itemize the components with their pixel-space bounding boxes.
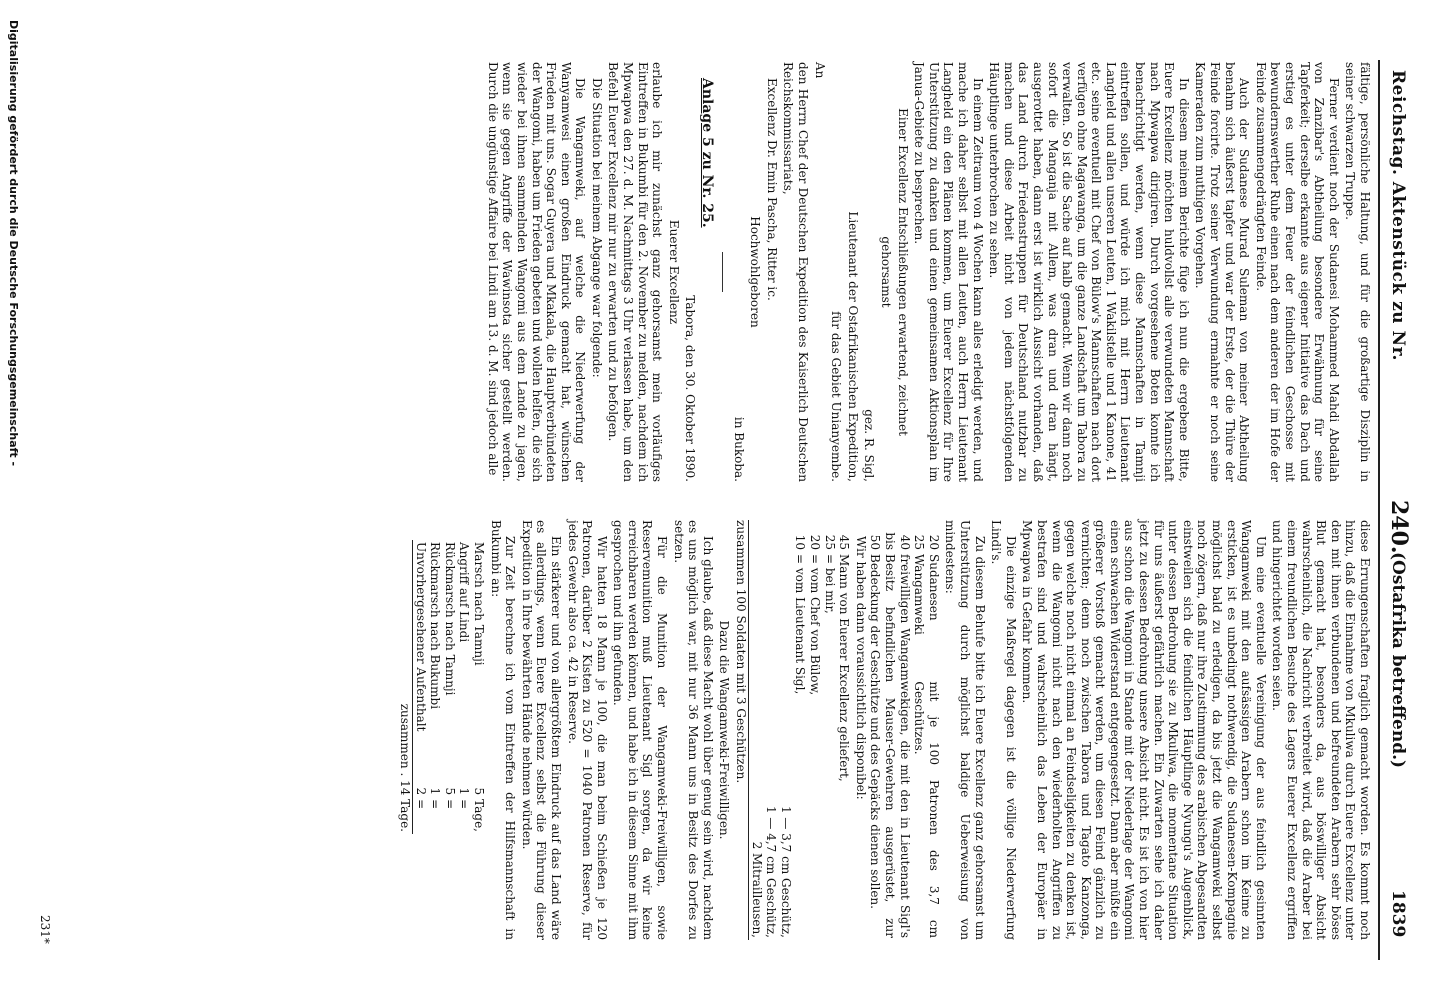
- table-row: [793, 520, 808, 940]
- gun: 1 — 4,7 cm Geschütz,: [764, 805, 779, 938]
- paragraph: Um eine eventuelle Vereinigung der aus feindlich gesinnten Wangamweki mit den aufsässigen Arabern schon im Keime zu ersticken, ist es unbedingt nothwendig, die Sudanesen-Kompagnie möglichst bald zu erledigen, da bis jetzt die Wangamweki selbst noch zögern, daß nur ihre Zustimmung des arabischen Abgesandten einstweilen sich die feindlichen Häuptlinge Nyungu's Augenblick, unter dessen Bedrohung sie zu Mkuliwa, die momentane Situation für uns äußerst gefährlich machen. Ein Zuwarten sehe ich daher jetzt zu dessen Bedrohung unsere Absicht nicht. Es ist ich von hier aus schon die Wangomi in Stande mit der Niederlage der Wangomi einen schwachen Widerstand entgegengesetzt. Dann aber müßte ein größerer Vorstoß gemacht werden, um diesen Feind gänzlich zu vernichten; denn noch zwischen Tabora und Tagato Kanzonga, gegen welche noch nicht einmal an Feindseligkeiten zu denken ist, wenn die Wangomi nicht nach den wiederholten Angriffen zu bestrafen sind und wahrscheinlich das Leben der Europäer in Mpwapwa in Gefahr kommen.: [1020, 520, 1268, 940]
- header-rule: [1378, 60, 1380, 960]
- unit: Tage,: [471, 799, 486, 832]
- count: 1: [428, 787, 443, 796]
- unit: =: [428, 799, 443, 810]
- total-line: zusammen 100 Soldaten mit 3 Geschützen.: [733, 520, 749, 940]
- signature-area: für das Gebiet Unianyembe.: [829, 311, 844, 482]
- table-row: [778, 520, 793, 940]
- item: Mann von Euerer Excellenz geliefert,: [837, 554, 852, 782]
- count: 40 bis 50: [868, 532, 912, 550]
- paragraph: Auch der Sudanese Murad Suleman von meiner Abtheilung benahm sich äußerst tapfer und war der Erste, der die Thüre der Feinde forcirte. Trotz seiner Verwundung ermahnte er noch seine Kameraden zum muthigen Vorgehen.: [1193, 62, 1252, 482]
- item: Marsch nach Tamnji: [471, 542, 486, 666]
- unit: =: [442, 799, 457, 810]
- available-table: [749, 520, 851, 940]
- address-salutation: Hochwohlgeboren: [748, 216, 763, 328]
- table-row: [471, 540, 486, 834]
- item: Rückmarsch nach Tamnji: [442, 542, 457, 696]
- paragraph: Dazu die Wangamweki-Freiwilligen.: [717, 620, 732, 840]
- count: 5: [442, 787, 457, 796]
- count: 25: [912, 534, 927, 550]
- table-row: [397, 540, 412, 834]
- page-number: 1839: [1388, 890, 1408, 938]
- address-name: Excellenz Dr. Emin Pascha, Ritter ic.: [764, 78, 779, 301]
- header-topic: (Ostafrika betreffend.): [1388, 552, 1408, 769]
- gun: 2 Mitrailleusen,: [749, 841, 764, 938]
- table-row: [428, 540, 443, 834]
- count: 2: [413, 787, 428, 796]
- item: Angriff auf Lindi: [457, 542, 472, 643]
- column-right: [397, 520, 1372, 940]
- schedule-total: zusammen . 14 Tage.: [397, 540, 412, 834]
- running-header: [1374, 0, 1414, 1000]
- signature-title: Lieutenant der Ostafrikanischen Expedition,: [845, 211, 860, 482]
- closing-gehorsamst: gehorsamst: [879, 236, 893, 308]
- paragraph: fältige, persönliche Haltung, und für die großartige Disziplin in seiner schwarzen Truppe.: [1343, 62, 1372, 482]
- count: 20: [808, 534, 823, 550]
- paragraph: Die Situation bei meinem Abgange war folgende:: [589, 78, 604, 378]
- paragraph: In einem Zeitraum von 4 Wochen kann alles erledigt werden, und mache ich daher selbst mit allen Leuten, auch Herrn Lieutenant Langheld ein den Plänen kommen, um Euerer Excellenz für Ihre Unterstützung zu danken und einen gemeinsamen Aktionsplan im Janua-Gebiete zu besprechen.: [912, 62, 985, 482]
- paragraph: Ferner verdient noch der Sudanesi Mohammed Mahdi Abdallah von Zanzibar's Abtheilung besondere Erwähnung für seine Tapferkeit; derselbe erkannte aus eigener Initiative das Dach und erstieg es unter dem Feuer der feindlichen Geschosse mit bewundernswerther Ruhe einen nach dem anderen der im Hofe der Feinde zusammengedrängten Feinde.: [1253, 62, 1341, 482]
- folio-mark: 231*: [38, 915, 52, 944]
- count: 10: [793, 534, 808, 550]
- table-row: [822, 520, 837, 940]
- paragraph: In diesem meinem Berichte füge ich nun die ergebene Bitte, Euere Excellenz möchten huldvollst alle verwundeten Mannschaft nach Mpwapwa dirigiren. Durch vorgesehene Boten konnte ich benachrichtigt werden, wenn diese Mannschaften in Tamnji eintreffen sollen, und würde ich mich mit Herrn Lieutenant Langheld und allen unseren Leuten, 1 Wakilstelle und 1 Kanone, 41 etc. seine eventuell mit Chef von Bülow's Mannschaften nach dort verfügen ohne Magawanga, um die ganze Landschaft um Tabora zu verwalten. So ist die Sache auf halb gemacht. Wenn wir dann noch sofort die Manganja mit Allem, was dran und dran hängt, ausgerottet haben, dann erst ist wirklich Aussicht vorhanden, daß das Land durch Friedenstruppen für Deutschland nutzbar zu machen und diese Arbeit nicht von jedem nächstfolgenden Häuptlinge unterbrochen zu sehen.: [987, 62, 1191, 482]
- paragraph: erlaube ich mir zunächst ganz gehorsamst mein vorläufiges Eintreffen in Bukumbi für den 2. November zu melden, nachdem ich Mpwapwa den 27. d. M. Nachmittags 3 Uhr verlassen habe, um den Befehl Euerer Excellenz mir nur zu erwarten und zu befolgen.: [606, 62, 665, 482]
- gun: 1 — 3,7 cm Geschütz,: [778, 805, 793, 938]
- address-an: An: [812, 62, 827, 79]
- count: 5: [471, 787, 486, 796]
- item: Rückmarsch nach Bukumbi: [428, 542, 443, 710]
- paragraph: Zu diesem Behufe bitte ich Euere Excellenz ganz gehorsamst um Unterstützung durch möglichst baldige Ueberweisung von mindestens:: [943, 520, 987, 940]
- paragraph: Zur Zeit berechne ich vom Eintreffen der Hilfsmannschaft in Bukumbi an:: [488, 520, 518, 940]
- closing-line: Einer Excellenz Entschließungen erwartend, zeichnet: [895, 108, 910, 436]
- item: Sudanesen: [926, 554, 941, 621]
- annex-salutation: Euerer Excellenz: [666, 219, 681, 325]
- table-row: [807, 520, 822, 940]
- count: 25: [822, 534, 837, 550]
- paragraph: Ich glaube, daß diese Macht wohl über genug sein wird, nachdem es uns möglich war, mit nur 36 Mann uns in Besitz des Dorfes zu setzen.: [671, 520, 715, 940]
- header-left: Reichstag. Aktenstück zu Nr.: [1388, 70, 1408, 361]
- annex-dateline: Tabora, den 30. Oktober 1890.: [683, 295, 698, 482]
- table-row: [749, 520, 764, 940]
- table-row: [868, 520, 912, 940]
- item: freiwilligen Wangamwekigen, die mit den in Lieutenant Sigl's Besitz befindlichen Mauser-Gewehren ausgerüstet, zur Bedeckung der Geschütze und des Gepäcks dienen sollen.: [868, 554, 912, 938]
- count: 1: [457, 787, 472, 796]
- item: = bei mir,: [822, 554, 837, 614]
- item: Wangamweki: [912, 554, 927, 635]
- unit: =: [413, 799, 428, 810]
- note: mit je 100 Patronen des 3,7 cm Geschützes.: [912, 681, 941, 938]
- address-place: in Bukoba.: [731, 416, 746, 482]
- section-rule: [722, 252, 723, 292]
- table-row: [442, 540, 457, 834]
- table-row: [457, 540, 472, 834]
- column-left: [483, 62, 1372, 482]
- paragraph: Wir hatten 18 Mann je 100, die man beim Schießen je 120 Patronen, darüber 2 Kisten zu 520 = 1040 Patronen Reserve, für jedes Gewehr also ca. 42 in Reserve.: [565, 520, 609, 940]
- paragraph: Wir haben dann voraussichtlich disponibel:: [853, 536, 868, 800]
- item: Unvorhergesehener Aufenthalt: [413, 542, 428, 732]
- paragraph: Ein stärkerer und von allergrößtem Eindruck auf das Land wäre es allerdings, wenn Euere Excellenz selbst die Führung dieser Expedition in Ihre bewährten Hände nehmen würden.: [519, 520, 563, 940]
- schedule-table: [397, 540, 486, 834]
- paragraph: Für die Munition der Wangamweki-Freiwilligen, sowie Reservemunition muß Lieutenant Sigl sorgen, da wir keine erreichbaren werden können, und habe ich in diesem Sinne mit ihm gesprochen und ihn gefunden.: [611, 520, 670, 940]
- count: 45: [837, 534, 852, 550]
- table-row: [837, 520, 852, 940]
- table-row: [764, 520, 779, 940]
- document-number: 240.: [1386, 500, 1412, 554]
- paragraph: Die Wangamweki, auf welche die Niederwerfung der Wanyamwesi einen großen Eindruck gemacht hat, wünschen Frieden mit uns. Sogar Guyera und Mkakala, die Hauptverbündeten der Wangomi, haben um Frieden gebeten und wollen helfen, die sich wieder bei ihnen sammelnden Wangomi aus dem Lande zu jagen, wenn sie gegen Angriffe der Wawinsota sicher gestellt werden. Durch die ungünstige Affaire bei Lindi am 13. d. M. sind jedoch alle: [485, 62, 588, 482]
- item: = vom Chef von Bülow,: [808, 554, 823, 696]
- paragraph: diese Errungenschaften fraglich gemacht worden. Es kommt noch hinzu, daß die Einnahme von Mkuliwa durch Euere Excellenz unter den mit ihnen verbundenen und befreundeten Arabern sehr böses Blut gemacht hat, besonders da, aus böswilliger Absicht wahrscheinlich, die Nachricht verbreitet wird, daß die Araber bei einem freundlichen Besuche des Lagers Euerer Excellenz ergriffen und hingerichtet worden seien.: [1270, 520, 1372, 940]
- stamp-text: Digitalisierung gefördert durch die Deutsche Forschungsgemeinschaft -: [7, 20, 20, 467]
- reinforcement-table: [868, 520, 941, 940]
- table-row: [413, 540, 428, 834]
- paragraph: Die einzige Maßregel dagegen ist die völlige Niederwerfung Lindi's.: [989, 520, 1018, 940]
- table-row: [926, 520, 941, 940]
- count: 20: [926, 534, 941, 550]
- unit: =: [457, 799, 472, 810]
- address-recipient: den Herrn Chef der Deutschen Expedition des Kaiserlich Deutschen Reichskommissariats,: [781, 62, 811, 482]
- item: = vom Lieutenant Sigl,: [793, 554, 808, 695]
- signature-name: gez. R. Sigl,: [862, 409, 877, 482]
- digitization-stamp: [4, 0, 22, 1000]
- annex-heading: Anlage 5 zu Nr. 25.: [699, 78, 716, 228]
